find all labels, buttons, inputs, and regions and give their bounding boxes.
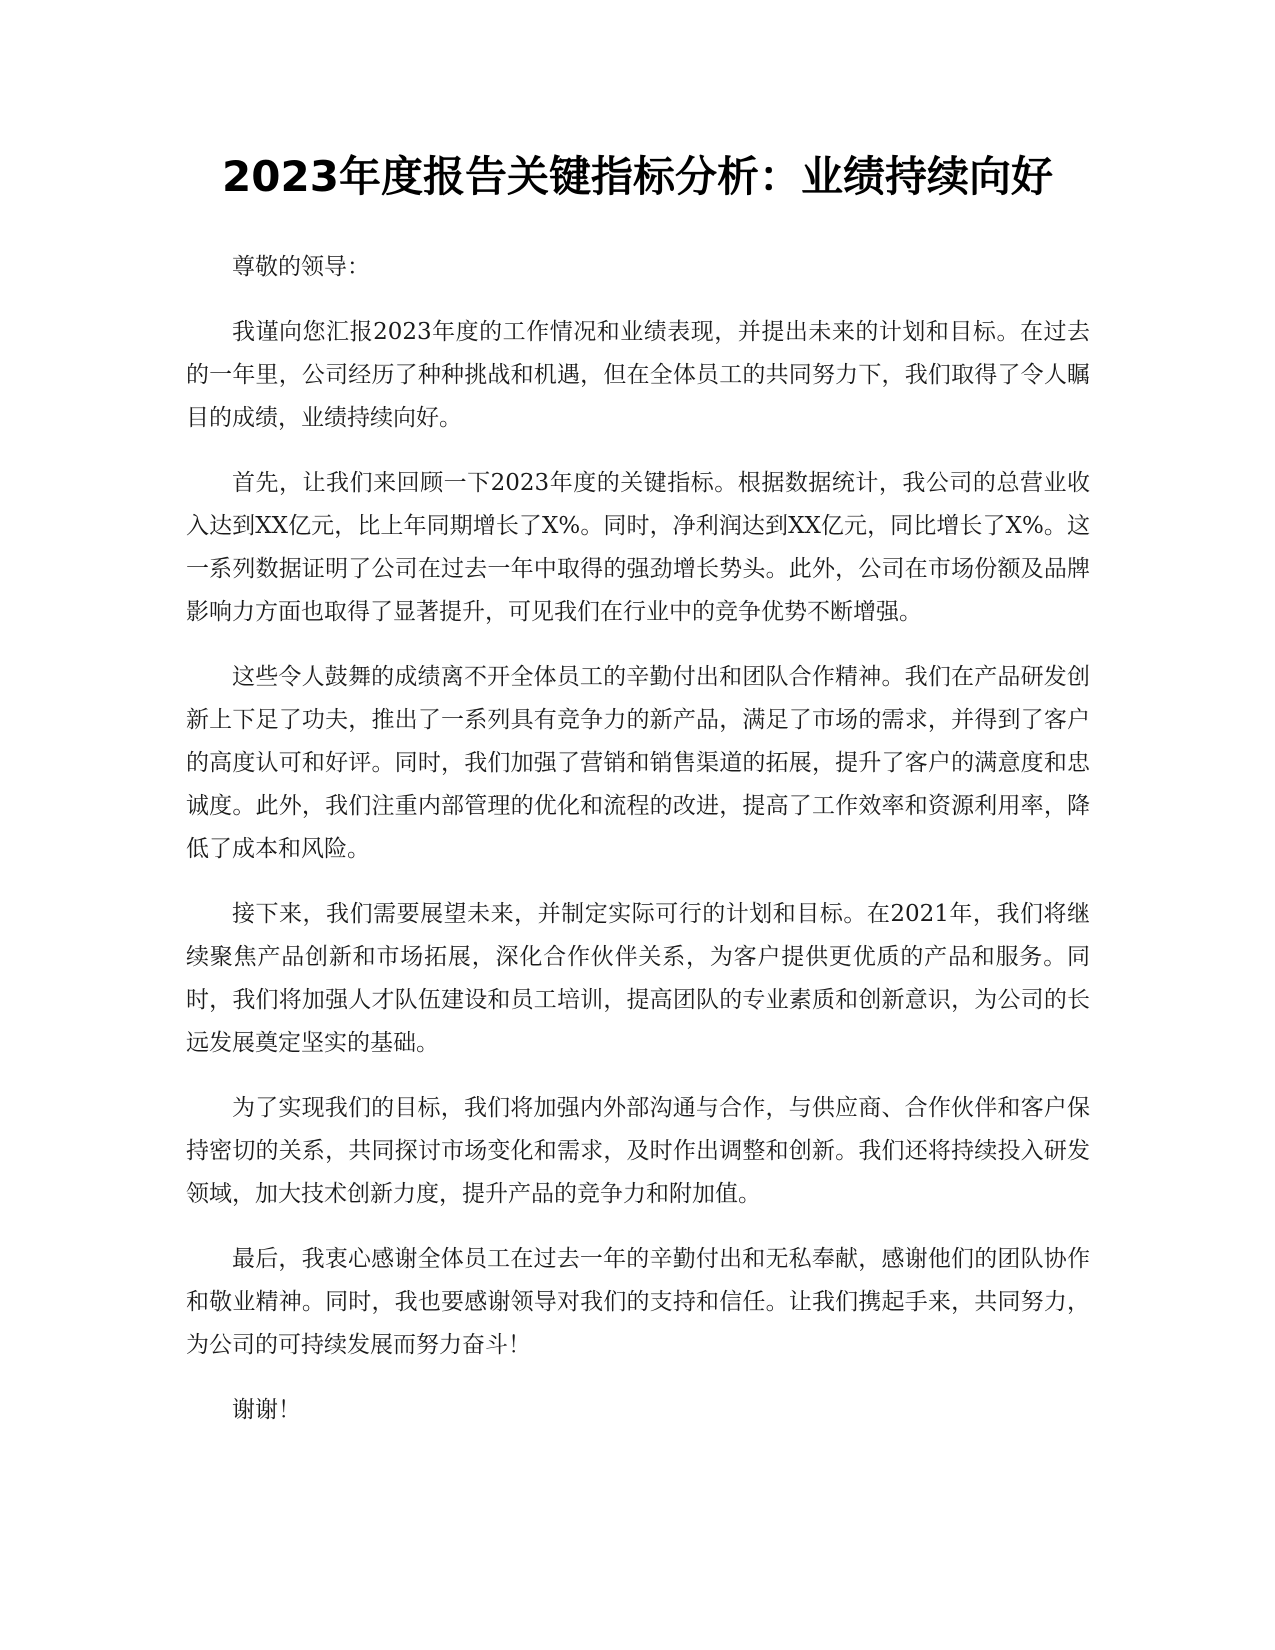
- document-title: 2023年度报告关键指标分析：业绩持续向好: [222, 152, 1053, 201]
- paragraph-achievements: 这些令人鼓舞的成绩离不开全体员工的辛勤付出和团队合作精神。我们在产品研发创新上下足了功夫，推出了一系列具有竞争力的新产品，满足了市场的需求，并得到了客户的高度认可和好评。同时，我们加强了营销和销售渠道的拓展，提升了客户的满意度和忠诚度。此外，我们注重内部管理的优化和流程的改进，提高了工作效率和资源利用率，降低了成本和风险。: [186, 664, 1090, 862]
- paragraph-cooperation: 为了实现我们的目标，我们将加强内外部沟通与合作，与供应商、合作伙伴和客户保持密切的关系，共同探讨市场变化和需求，及时作出调整和创新。我们还将持续投入研发领域，加大技术创新力度，提升产品的竞争力和附加值。: [186, 1095, 1090, 1207]
- paragraph-key-indicators: 首先，让我们来回顾一下2023年度的关键指标。根据数据统计，我公司的总营业收入达到XX亿元，比上年同期增长了X%。同时，净利润达到XX亿元，同比增长了X%。这一系列数据证明了公司在过去一年中取得的强劲增长势头。此外，公司在市场份额及品牌影响力方面也取得了显著提升，可见我们在行业中的竞争优势不断增强。: [186, 470, 1090, 625]
- closing: 谢谢！: [232, 1397, 301, 1423]
- salutation: 尊敬的领导：: [232, 254, 370, 280]
- paragraph-intro: 我谨向您汇报2023年度的工作情况和业绩表现，并提出未来的计划和目标。在过去的一年里，公司经历了种种挑战和机遇，但在全体员工的共同努力下，我们取得了令人瞩目的成绩，业绩持续向好。: [186, 319, 1090, 431]
- paragraph-thanks: 最后，我衷心感谢全体员工在过去一年的辛勤付出和无私奉献，感谢他们的团队协作和敬业精神。同时，我也要感谢领导对我们的支持和信任。让我们携起手来，共同努力，为公司的可持续发展而努力奋斗！: [186, 1246, 1090, 1358]
- paragraph-outlook: 接下来，我们需要展望未来，并制定实际可行的计划和目标。在2021年，我们将继续聚焦产品创新和市场拓展，深化合作伙伴关系，为客户提供更优质的产品和服务。同时，我们将加强人才队伍建设和员工培训，提高团队的专业素质和创新意识，为公司的长远发展奠定坚实的基础。: [186, 901, 1090, 1056]
- document-body: [186, 246, 1090, 1454]
